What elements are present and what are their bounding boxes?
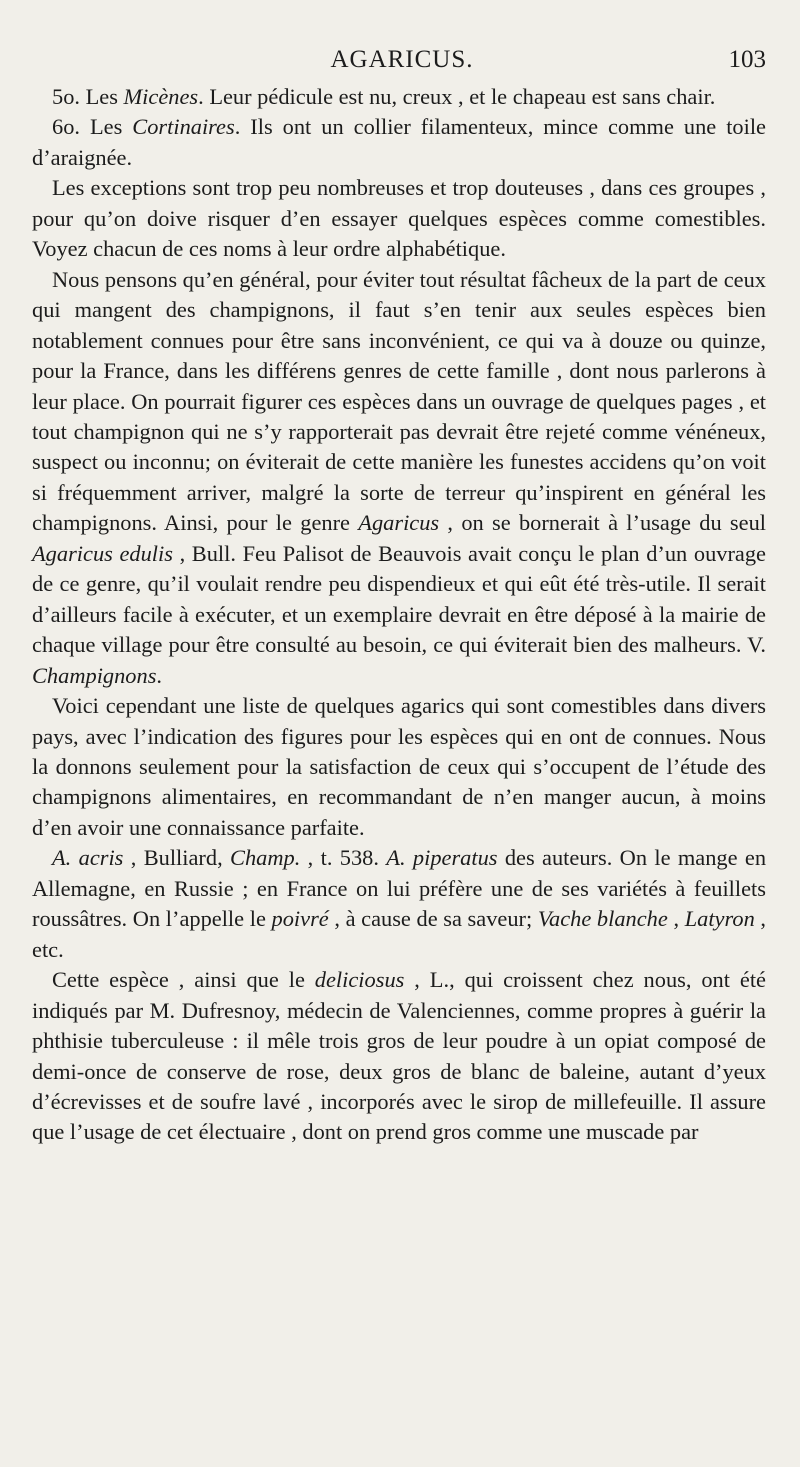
paragraph <box>32 691 766 843</box>
italic-text: Agaricus edulis <box>32 540 173 566</box>
paragraph <box>32 843 766 965</box>
italic-text: Champignons <box>32 662 157 688</box>
text-run: , etc. <box>32 906 767 962</box>
text-run: Cette espèce , ainsi que le <box>52 967 315 993</box>
text-run: Les exceptions sont trop peu nombreuses et trop douteuses , dans ces groupes , pour qu’on doive risquer d’en essayer quelques espèces comme comestibles. Voyez chacun de ces noms à leur ordre alphabétique. <box>32 175 766 262</box>
text-run: , à cause de sa saveur; <box>328 906 538 932</box>
text-run: , Bull. Feu Palisot de Beauvois avait conçu le plan d’un ouvrage de ce genre, qu’il voulait rendre peu dispendieux et qui eût été très-utile. Il serait d’ailleurs facile à exécuter, et un exemplaire devrait en être déposé à la mairie de chaque village pour être consulté au besoin, ce qui éviterait bien des malheurs. V. <box>32 540 766 658</box>
italic-text: A. acris <box>52 845 124 871</box>
italic-text: Latyron <box>684 906 755 932</box>
text-run: , t. 538. <box>300 845 387 871</box>
paragraph <box>32 173 766 264</box>
paragraph <box>32 265 766 691</box>
text-run: 6o. Les <box>52 114 133 140</box>
body-text <box>32 82 766 1148</box>
text-run: Voici cependant une liste de quelques agarics qui sont comestibles dans divers pays, avec l’indication des figures pour les espèces qui en ont de connues. Nous la donnons seulement pour la satisfaction de ceux qui s’occupent de l’étude des champignons alimentaires, en recommandant de n’en manger aucun, à moins d’en avoir une connaissance parfaite. <box>32 693 766 840</box>
text-run: , <box>667 906 685 932</box>
italic-text: deliciosus <box>314 967 405 993</box>
italic-text: Champ. <box>230 845 301 871</box>
paragraph <box>32 82 766 112</box>
italic-text: poivré <box>271 906 329 932</box>
text-run: , on se bornerait à l’usage du seul <box>439 510 766 536</box>
running-head <box>32 46 772 80</box>
italic-text: Micènes <box>123 84 199 109</box>
text-run: , L., qui croissent chez nous, ont été indiqués par M. Dufresnoy, médecin de Valenciennes, comme propres à guérir la phthisie tuberculeuse : il mêle trois gros de leur poudre à un opiat composé de demi-once de conserve de rose, deux gros de blanc de baleine, autant d’yeux d’écrevisses et de soufre lavé , incorporés avec le sirop de millefeuille. Il assure que l’usage de cet électuaire , dont on prend gros comme une muscade par <box>32 967 766 1145</box>
page-number: 103 <box>728 46 766 73</box>
italic-text: Cortinaires <box>132 114 235 140</box>
paragraph <box>32 965 766 1148</box>
text-run: des auteurs. On le mange en Allemagne, en Russie ; en France on lui préfère une de ses variétés à feuillets roussâtres. On l’appelle le <box>32 845 767 932</box>
italic-text: Agaricus <box>358 510 440 536</box>
italic-text: Vache blanche <box>537 906 668 932</box>
text-run: , Bulliard, <box>123 845 231 871</box>
text-run: . Ils ont un collier filamenteux, mince comme une toile d’araignée. <box>32 114 766 170</box>
text-run: 5o. Les <box>52 84 124 109</box>
text-run: . Leur pédicule est nu, creux , et le chapeau est sans chair. <box>198 84 716 109</box>
running-title: AGARICUS. <box>330 46 474 73</box>
text-run: . <box>156 662 163 688</box>
paragraph <box>32 112 766 173</box>
text-run: Nous pensons qu’en général, pour éviter tout résultat fâcheux de la part de ceux qui mangent des champignons, il faut s’en tenir aux seules espèces bien notablement connues pour être sans inconvénient, ce qui va à douze ou quinze, pour la France, dans les différens genres de cette famille , dont nous parlerons à leur place. On pourrait figurer ces espèces dans un ouvrage de quelques pages , et tout champignon qui ne s’y rapporterait pas devrait être rejeté comme vénéneux, suspect ou inconnu; on éviterait de cette manière les funestes accidens qu’on voit si fréquemment arriver, malgré la sorte de terreur qu’inspirent en général les champignons. Ainsi, pour le genre <box>32 266 766 536</box>
italic-text: A. piperatus <box>386 845 498 871</box>
